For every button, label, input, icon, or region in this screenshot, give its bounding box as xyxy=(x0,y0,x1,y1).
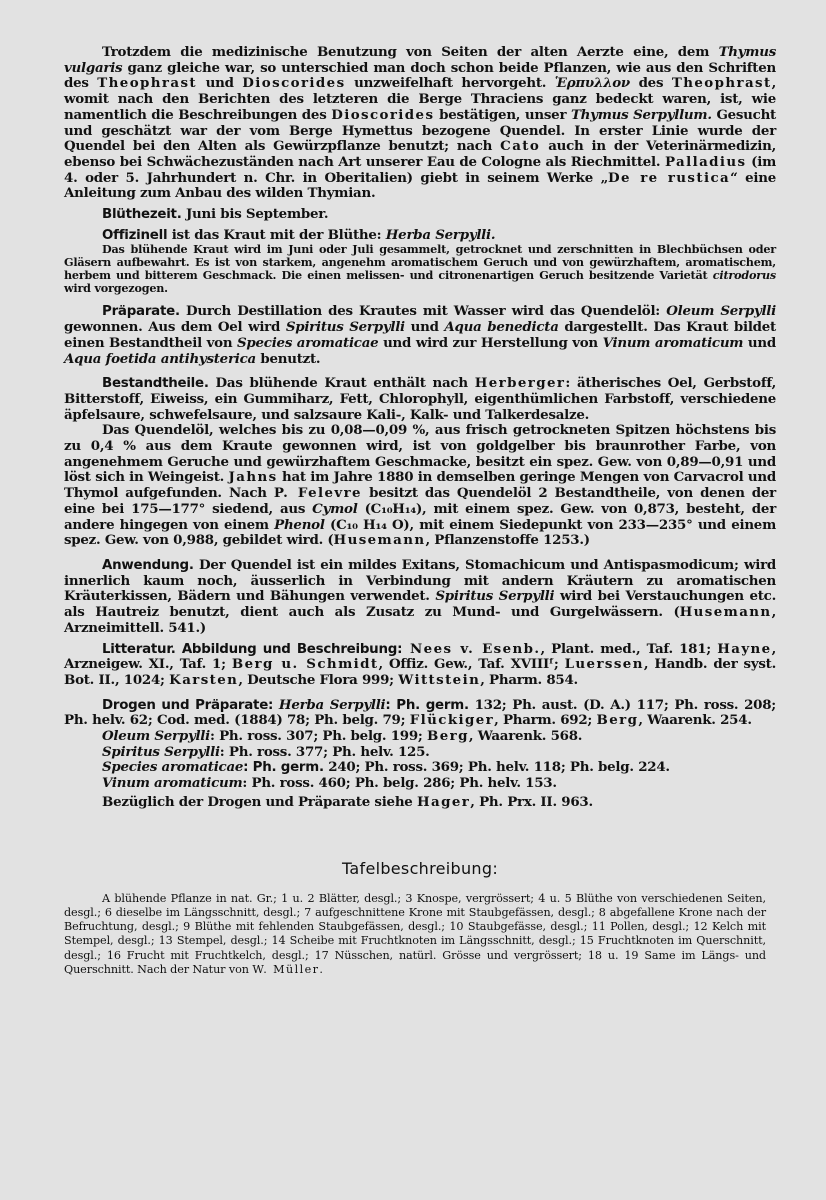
section-bluethezeit: Blüthezeit. Juni bis September. xyxy=(102,206,329,223)
section-bestandtheile: Bestandtheile. Das blühende Kraut enthält nach Herberger: ätherisches Oel, Gerbstoff, Bitterstoff, Eiweiss, ein Gummiharz, Fett, Chlorophyll, eigenthümlichen Farbstoff, verschiedene äpfelsaure, schwefelsaure, und salzsaure Kali-, Kalk- und Talkerdesalze. xyxy=(64,375,776,423)
drogen-line-species: Species aromaticae: Ph. germ. 240; Ph. ross. 369; Ph. helv. 118; Ph. belg. 224. xyxy=(102,759,670,776)
drogen-line-vinum: Vinum aromaticum: Ph. ross. 460; Ph. belg. 286; Ph. helv. 153. xyxy=(102,775,557,792)
section-anwendung: Anwendung. Der Quendel ist ein mildes Exitans, Stomachicum und Antispasmodicum; wird innerlich kaum noch, äusserlich in Verbindung mit andern Kräutern zu aromatischen Kräuterkissen, Bädern und Bähungen verwendet. Spiritus Serpylli wird bei Verstauchungen etc. als Hautreiz benutzt, dient auch als Zusatz zu Mund- und Gurgelwässern. (Husemann, Arzneimittell. 541.) xyxy=(64,556,776,636)
section-drogen xyxy=(64,698,776,811)
section-offizinell: Offizinell ist das Kraut mit der Blüthe: Herba Serpylli. xyxy=(102,226,496,243)
tafel-title: Tafelbeschreibung: xyxy=(341,858,499,878)
section-litteratur: Litteratur. Abbildung und Beschreibung: Nees v. Esenb., Plant. med., Taf. 181; Hayne, Arzneigew. XI., Taf. 1; Berg u. Schmidt, Offiz. Gew., Taf. XVIIIᶠ; Luerssen, Handb. der syst. Bot. II., 1024; Karsten, Deutsche Flora 999; Wittstein, Pharm. 854. xyxy=(64,640,777,688)
drogen-line-spiritus: Spiritus Serpylli: Ph. ross. 377; Ph. helv. 125. xyxy=(102,743,430,760)
tafel-description: A blühende Pflanze in nat. Gr.; 1 u. 2 Blätter, desgl.; 3 Knospe, vergrössert; 4 u. 5 Blüthe von verschiedenen Seiten, desgl.; 6 dieselbe im Längsschnitt, desgl.; 7 aufgeschnittene Krone mit Staubgefässen, desgl.; 8 abgefallene Krone nach der Befruchtung, desgl.; 9 Blüthe mit fehlenden Staubgefässen, desgl.; 10 Staubgefässe, desgl.; 11 Pollen, desgl.; 12 Kelch mit Stempel, desgl.; 13 Stempel, desgl.; 14 Scheibe mit Fruchtknoten im Längsschnitt, desgl.; 15 Fruchtknoten im Querschnitt, desgl.; 16 Frucht mit Fruchtkelch, desgl.; 17 Nüsschen, natürl. Grösse und vergrössert; 18 u. 19 Same im Längs- und Querschnitt. Nach der Natur von W. Müller. xyxy=(64,891,766,977)
drogen-line-oleum: Oleum Serpylli: Ph. ross. 307; Ph. belg. 199; Berg, Waarenk. 568. xyxy=(102,728,583,745)
section-praeparate: Präparate. Durch Destillation des Krautes mit Wasser wird das Quendelöl: Oleum Serpylli gewonnen. Aus dem Oel wird Spiritus Serpylli und Aqua benedicta dargestellt. Das Kraut bildet einen Bestandtheil von Species aromaticae und wird zur Herstellung von Vinum aromaticum und Aqua foetida antihysterica benutzt. xyxy=(64,303,776,367)
offizinell-note: Das blühende Kraut wird im Juni oder Juli gesammelt, getrocknet und zerschnitten in Blechbüchsen oder Gläsern aufbewahrt. Es ist von starkem, angenehm aromatischem Geruch und von gewürzhaftem, aromatischem, herbem und bitterem Geschmack. Die einen melissen- und citronenartigen Geruch besitzende Varietät citrodorus wird vorgezogen. xyxy=(64,242,776,296)
drogen-line-hager: Bezüglich der Drogen und Präparate siehe Hager, Ph. Prx. II. 963. xyxy=(102,793,593,810)
paragraph-history: Trotzdem die medizinische Benutzung von Seiten der alten Aerzte eine, dem Thymus vulgaris ganz gleiche war, so unterschied man doch schon beide Pflanzen, wie aus den Schriften des Theophrast und Dioscorides unzweifelhaft hervorgeht. Ἑρπυλλον des Theophrast, womit nach den Berichten des letzteren die Berge Thraciens ganz bedeckt waren, ist, wie namentlich die Beschreibungen des Dioscorides bestätigen, unser Thymus Serpyllum. Gesucht und geschätzt war der vom Berge Hymettus bezogene Quendel. In erster Linie wurde der Quendel bei den Alten als Gewürzpflanze benutzt; nach Cato auch in der Veterinärmedizin, ebenso bei Schwächezuständen nach Art unserer Eau de Cologne als Riechmittel. Palladius (im 4. oder 5. Jahrhundert n. Chr. in Oberitalien) giebt in seinem Werke „De re rustica“ eine Anleitung zum Anbau des wilden Thymian. xyxy=(64,44,776,202)
bestandtheile-quendeloel: Das Quendelöl, welches bis zu 0,08—0,09 %, aus frisch getrockneten Spitzen höchstens bis zu 0,4 % aus dem Kraute gewonnen wird, ist von goldgelber bis braunrother Farbe, von angenehmem Geruche und gewürzhaftem Geschmacke, besitzt ein spez. Gew. von 0,89—0,91 und löst sich in Weingeist. Jahns hat im Jahre 1880 in demselben geringe Mengen von Carvacrol und Thymol aufgefunden. Nach P. Felevre besitzt das Quendelöl 2 Bestandtheile, von denen der eine bei 175—177° siedend, aus Cymol (C₁₀H₁₄), mit einem spez. Gew. von 0,873, besteht, der andere hingegen von einem Phenol (C₁₀ H₁₄ O), mit einem Siedepunkt von 233—235° und einem spez. Gew. von 0,988, gebildet wird. (Husemann, Pflanzenstoffe 1253.) xyxy=(64,422,776,549)
drogen-line-herba: Drogen und Präparate: Herba Serpylli: Ph. germ. 132; Ph. aust. (D. A.) 117; Ph. ross. 208; Ph. helv. 62; Cod. med. (1884) 78; Ph. belg. 79; Flückiger, Pharm. 692; Berg, Waarenk. 254. xyxy=(64,696,776,729)
